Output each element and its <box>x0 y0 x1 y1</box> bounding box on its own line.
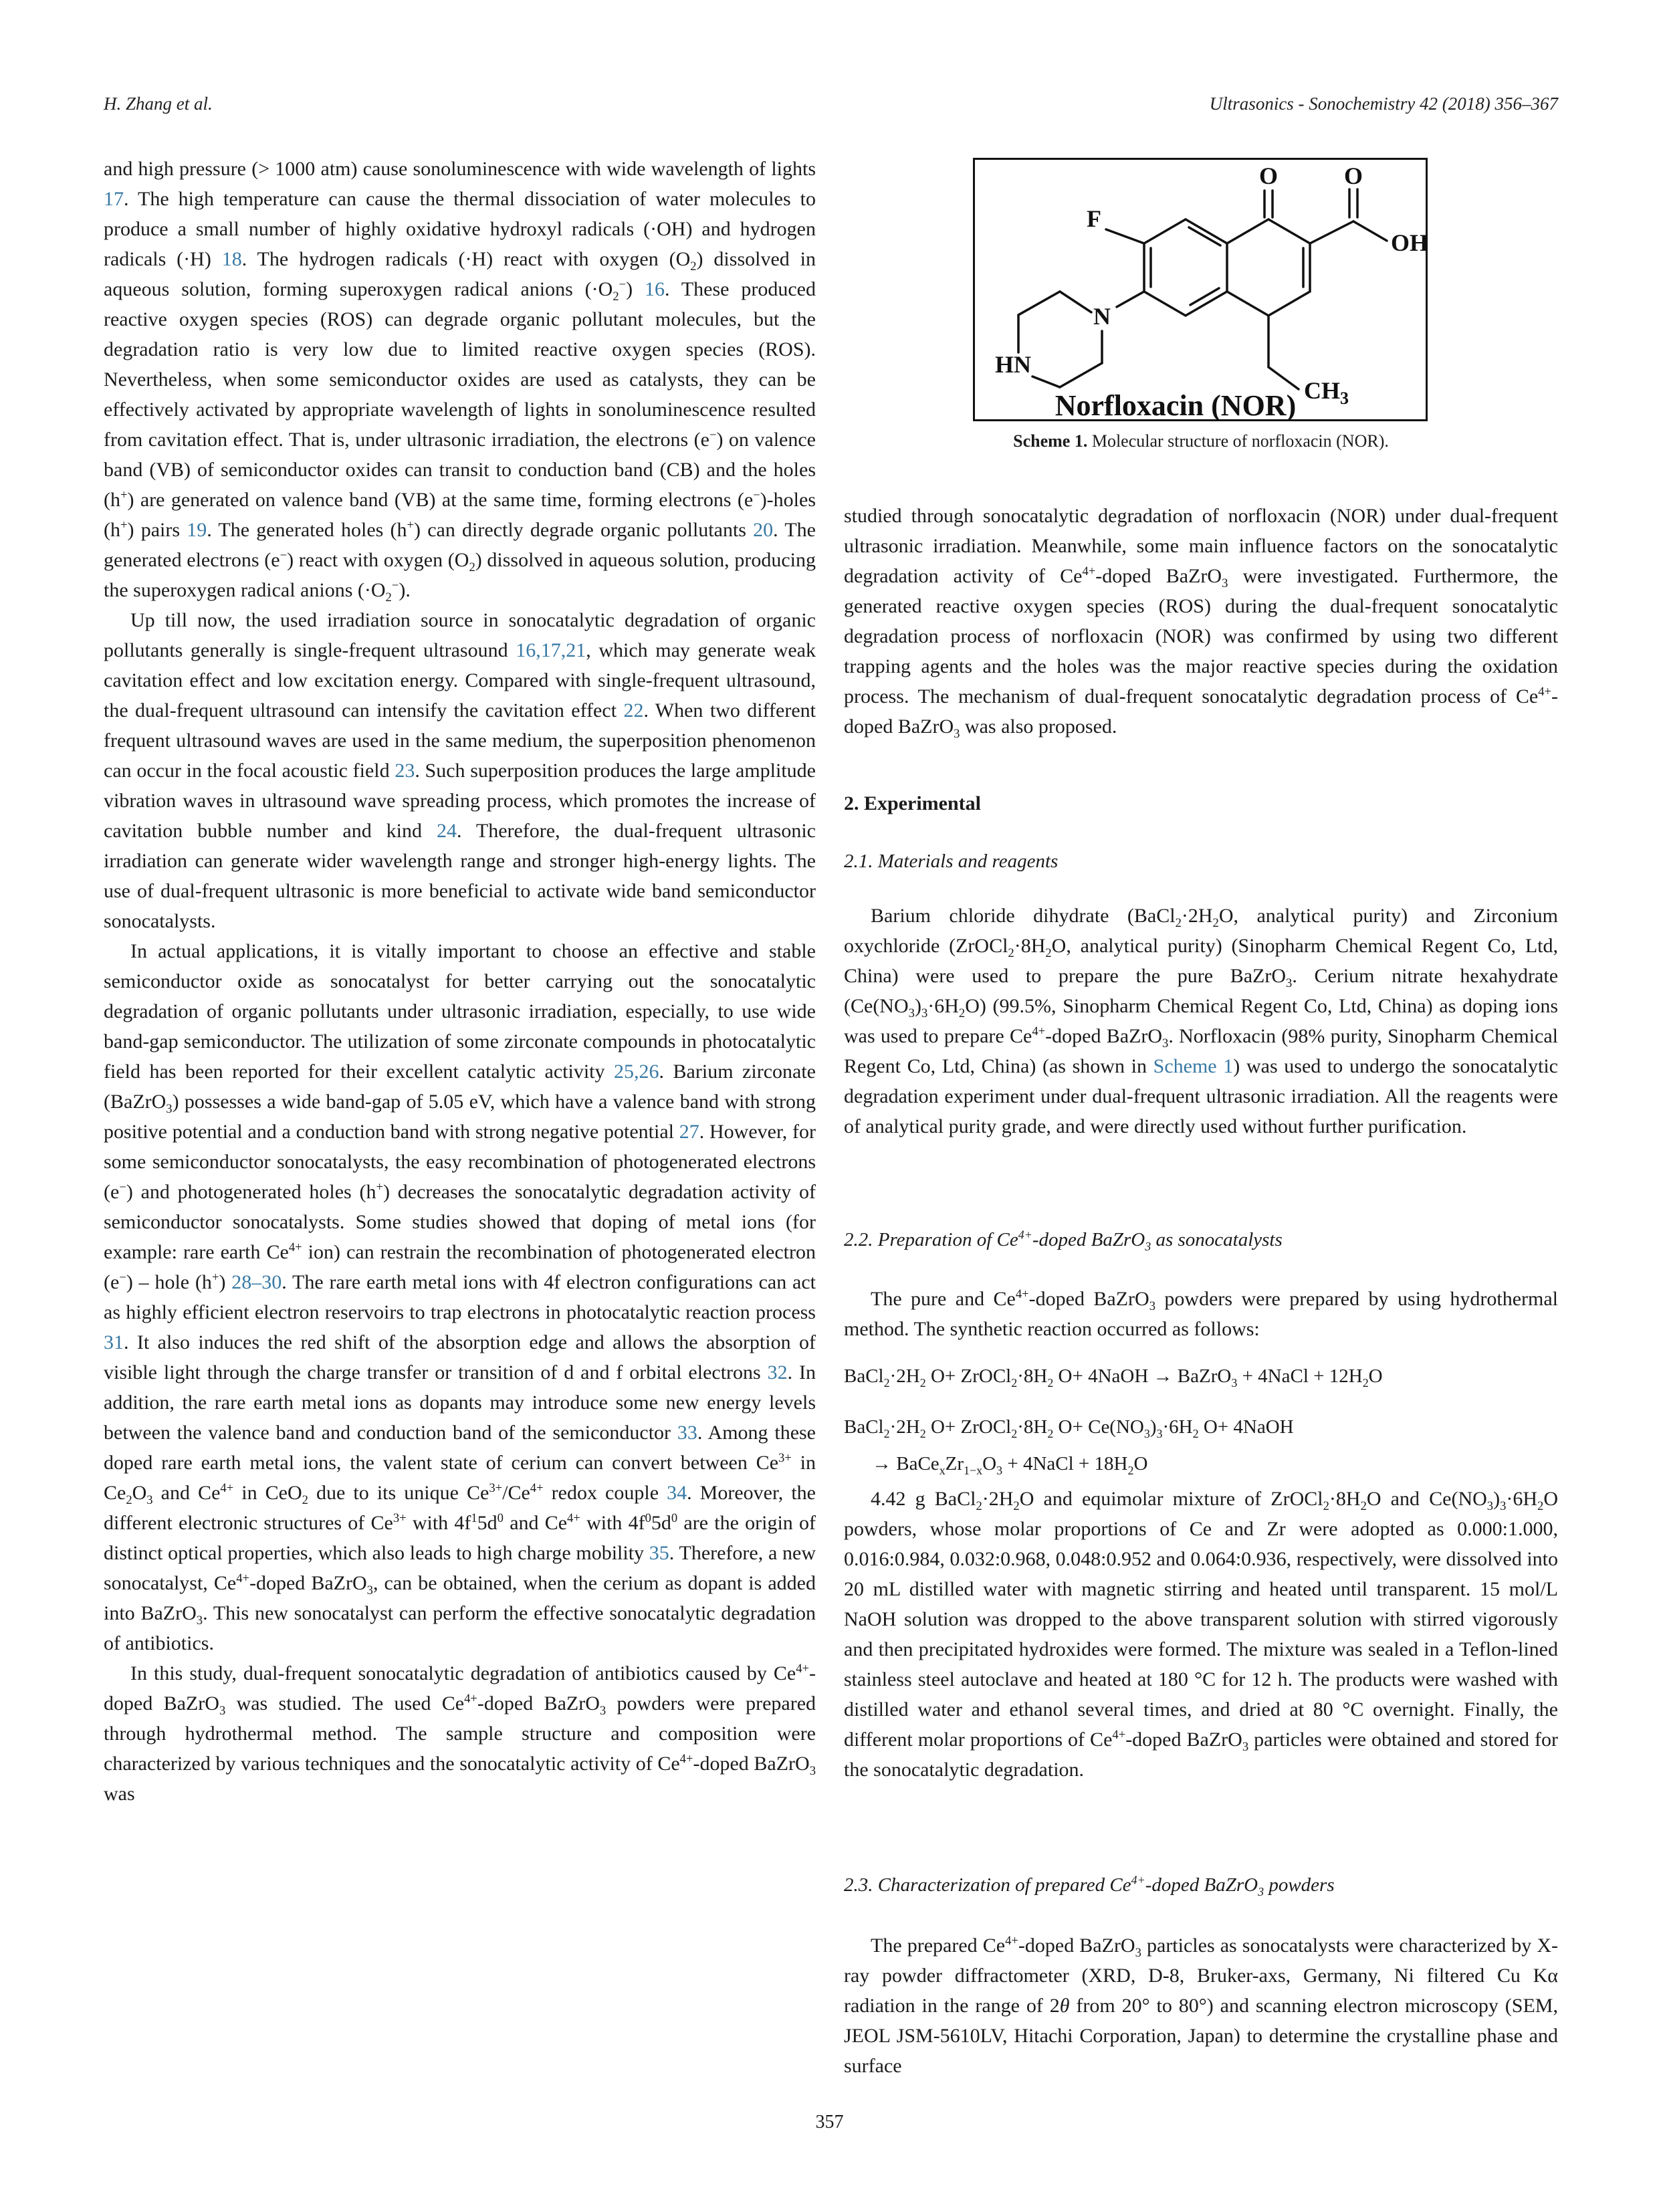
citation-link[interactable]: 18 <box>221 248 242 270</box>
right-column <box>844 0 1558 2212</box>
equation-2-line1: $BaCl_2\cdot 2H_2$ $O+ ZrOCl_2\cdot 8H_2$ $O+ Ce(NO_3)_3\cdot 6H_2$ O+ 4NaOH <box>844 1416 1294 1440</box>
equation-2-line2: → $BaCe_xZr_{1-x}O_3$ + 4NaCl + $18H_2O$ <box>872 1453 1148 1477</box>
amine-label: HN <box>995 351 1031 378</box>
scheme-caption-text: Molecular structure of norfloxacin (NOR). <box>1087 431 1389 451</box>
left-column <box>104 0 816 2212</box>
section-heading-experimental: 2. Experimental <box>844 792 981 814</box>
paragraph-characterization: The prepared $Ce^{4+}$-doped BaZrO$_3$ particles as sonocatalysts were characterized by X-ray powder diffractometer (XRD, D-8, Bruker-axs, Germany, Ni filtered Cu Kα radiation in the range of 2θ from 20° to 80°) and scanning electron microscopy (SEM, JEOL JSM-5610LV, Hitachi Corporation, Japan) to determine the crystalline phase and surface <box>844 1934 1558 2077</box>
header-authors: H. Zhang et al. <box>104 94 213 114</box>
page-number: 357 <box>815 2112 844 2132</box>
left-column-text <box>104 154 816 1809</box>
citation-link[interactable]: 25,26 <box>614 1061 659 1083</box>
benzene-ring <box>1144 219 1227 316</box>
paragraph-synthesis: 4.42 g $BaCl_2\cdot 2H_2O$ and equimolar mixture of $ZrOCl_2\cdot 8H_2O$ and $Ce(NO_3)_3\cdot 6H_2O$ powders, whose molar proportions of Ce and Zr were adopted as 0.000:1.000, 0.016:0.984, 0.032:0.968, 0.048:0.952 and 0.064:0.936, respectively, were dissolved into 20 mL distilled water with magnetic stirring and heated until transparent. 15 mol/L NaOH solution was dropped to the above transparent solution with stirred vigorously and then precipitated hydroxides were formed. The mixture was sealed in a Teflon-lined stainless steel autoclave and heated at 180 °C for 12 h. The products were washed with distilled water and ethanol several times, and dried at 80 °C overnight. Finally, the different molar proportions of $Ce^{4+}$-doped BaZrO$_3$ particles were obtained and stored for the sonocatalytic degradation. <box>844 1488 1558 1781</box>
equation-1: $BaCl_2\cdot 2H_2$ $O+ ZrOCl_2\cdot 8H_2$ O+ 4NaOH → BaZrO$_3$ + 4NaCl + $12H_2O$ <box>844 1365 1383 1390</box>
pyridinone-ring <box>1227 219 1310 316</box>
norfloxacin-structure-drawing <box>975 160 1426 419</box>
citation-link[interactable]: 32 <box>767 1361 788 1384</box>
citation-link[interactable]: Scheme 1 <box>1153 1055 1234 1077</box>
fluorine-label: F <box>1087 205 1101 232</box>
carboxyl-oxygen-label: O <box>1343 162 1363 189</box>
paragraph <box>844 1930 1558 2081</box>
citation-link[interactable]: 17 <box>104 188 124 210</box>
scheme-caption-label: Scheme 1. <box>1013 431 1088 451</box>
paragraph <box>844 1284 1558 1344</box>
subsection-heading-materials: 2.1. Materials and reagents <box>844 851 1059 872</box>
hydroxyl-label: OH <box>1391 229 1426 256</box>
citation-link[interactable]: 33 <box>677 1422 697 1444</box>
citation-link[interactable]: 28–30 <box>231 1271 282 1293</box>
citation-link[interactable]: 16,17,21 <box>516 639 586 661</box>
paragraph: Up till now, the used irradiation source in sonocatalytic degradation of organic pollutants generally is single-frequent ultrasound 16,17,21, which may generate weak cavitation effect and low excitation energy. Compared with single-frequent ultrasound, the dual-frequent ultrasound can intensify the cavitation effect 22. When two different frequent ultrasound waves are used in the same medium, the superposition phenomenon can occur in the focal acoustic field 23. Such superposition produces the large amplitude vibration waves in ultrasound wave spreading process, which promotes the increase of cavitation bubble number and kind 24. Therefore, the dual-frequent ultrasonic irradiation can generate wider wavelength range and stronger high-energy lights. The use of dual-frequent ultrasonic is more beneficial to activate wide band semiconductor sonocatalysts. <box>104 609 816 932</box>
citation-link[interactable]: 16 <box>645 278 665 300</box>
scheme-1-figure <box>973 158 1428 421</box>
paragraph: In actual applications, it is vitally important to choose an effective and stable semiconductor oxide as sonocatalyst for better carrying out the sonocatalytic degradation of organic pollutants under ultrasonic irradiation, especially, to use wide band-gap semiconductor. The utilization of some zirconate compounds in photocatalytic field has been reported for their excellent catalytic activity 25,26. Barium zirconate (BaZrO$_3$) possesses a wide band-gap of 5.05 eV, which have a valence band with strong positive potential and a conduction band with strong negative potential 27. However, for some semiconductor sonocatalysts, the easy recombination of photogenerated electrons (e−) and photogenerated holes (h+) decreases the sonocatalytic degradation activity of semiconductor sonocatalysts. Some studies showed that doping of metal ions (for example: rare earth $Ce^{4+}$ ion) can restrain the recombination of photogenerated electron (e−) – hole (h+) 28–30. The rare earth metal ions with 4f electron configurations can act as highly efficient electron reservoirs to trap electrons in photocatalytic reaction process 31. It also induces the red shift of the absorption edge and allows the absorption of visible light through the charge transfer or transition of d and f orbital electrons 32. In addition, the rare earth metal ions as dopants may introduce some new energy levels between the valence band and conduction band of the semiconductor 33. Among these doped rare earth metal ions, the valent state of cerium can convert between $Ce^{3+}$ in $Ce_2O_3$ and $Ce^{4+}$ in CeO$_2$ due to its unique $Ce^{3+}/Ce^{4+}$ redox couple 34. Moreover, the different electronic structures of $Ce^{3+}$ with $4f^15d^0$ and $Ce^{4+}$ with $4f^05d^0$ are the origin of distinct optical properties, which also leads to high charge mobility 35. Therefore, a new sonocatalyst, $Ce^{4+}$-doped BaZrO$_3$, can be obtained, when the cerium as dopant is added into BaZrO$_3$. This new sonocatalyst can perform the effective sonocatalytic degradation of antibiotics. <box>104 940 816 1654</box>
methyl-label: $CH_3$ <box>1304 377 1349 408</box>
citation-link[interactable]: 35 <box>649 1542 669 1564</box>
paragraph: In this study, dual-frequent sonocatalytic degradation of antibiotics caused by $Ce^{4+}$-doped BaZrO$_3$ was studied. The used $Ce^{4+}$-doped BaZrO$_3$ powders were prepared through hydrothermal method. The sample structure and composition were characterized by various techniques and the sonocatalytic activity of $Ce^{4+}$-doped BaZrO$_3$ was <box>104 1662 816 1805</box>
paragraph: studied through sonocatalytic degradation of norfloxacin (NOR) under dual-frequent ultrasonic irradiation. Meanwhile, some main influence factors on the sonocatalytic degradation activity of $Ce^{4+}$-doped BaZrO$_3$ were investigated. Furthermore, the generated reactive oxygen species (ROS) during the dual-frequent sonocatalytic degradation process of norfloxacin (NOR) was confirmed by using two different trapping agents and the holes was the major reactive species during the oxidation process. The mechanism of dual-frequent sonocatalytic degradation process of $Ce^{4+}$-doped BaZrO$_3$ was also proposed. <box>844 505 1558 741</box>
citation-link[interactable]: 24 <box>436 820 457 842</box>
citation-link[interactable]: 20 <box>753 519 774 541</box>
citation-link[interactable]: 34 <box>667 1482 687 1504</box>
paragraph: and high pressure (> 1000 atm) cause sonoluminescence with wide wavelength of lights 17. The high temperature can cause the thermal dissociation of water molecules to produce a small number of highly oxidative hydroxyl radicals (·OH) and hydrogen radicals (·H) 18. The hydrogen radicals (·H) react with oxygen $(O_2)$ dissolved in aqueous solution, forming superoxygen radical anions $(\cdot O_2^-)$ 16. These produced reactive oxygen species (ROS) can degrade organic pollutant molecules, but the degradation ratio is very low due to limited reactive oxygen species (ROS). Nevertheless, when some semiconductor oxides are used as catalysts, they can be effectively activated by appropriate wavelength of lights in sonoluminescence resulted from cavitation effect. That is, under ultrasonic irradiation, the electrons (e−) on valence band (VB) of semiconductor oxides can transit to conduction band (CB) and the holes (h+) are generated on valence band (VB) at the same time, forming electrons (e−)-holes (h+) pairs 19. The generated holes (h+) can directly degrade organic pollutants 20. The generated electrons (e−) react with oxygen $(O_2)$ dissolved in aqueous solution, producing the superoxygen radical anions $(\cdot O_2^-)$. <box>104 158 816 604</box>
paragraph <box>844 901 1558 1141</box>
citation-link[interactable]: 27 <box>679 1121 699 1143</box>
paragraph-materials: Barium chloride dihydrate ($BaCl_2\cdot 2H_2O$, analytical purity) and Zirconium oxychloride ($ZrOCl_2\cdot 8H_2O$, analytical purity) (Sinopharm Chemical Regent Co, Ltd, China) were used to prepare the pure BaZrO$_3$. Cerium nitrate hexahydrate $(Ce(NO_3)_3\cdot 6H_2O)$ (99.5%, Sinopharm Chemical Regent Co, Ltd, China) as doping ions was used to prepare $Ce^{4+}$-doped BaZrO$_3$. Norfloxacin (98% purity, Sinopharm Chemical Regent Co, Ltd, China) (as shown in Scheme 1) was used to undergo the sonocatalytic degradation experiment under dual-frequent ultrasonic irradiation. All the reagents were of analytical purity grade, and were directly used without further purification. <box>844 905 1559 1137</box>
citation-link[interactable]: 23 <box>395 760 415 782</box>
molecule-name-label: Norfloxacin (NOR) <box>1055 389 1297 419</box>
scheme-caption <box>844 431 1558 451</box>
paragraph <box>844 1484 1558 1785</box>
subsection-heading-characterization: 2.3. Characterization of prepared $Ce^{4+}$-doped BaZrO$_3$ powders <box>844 1873 1335 1898</box>
paragraph-preparation: The pure and $Ce^{4+}$-doped BaZrO$_3$ powders were prepared by using hydrothermal method. The synthetic reaction occurred as follows: <box>844 1287 1559 1340</box>
citation-link[interactable]: 19 <box>187 519 207 541</box>
citation-link[interactable]: 22 <box>623 699 644 722</box>
subsection-heading-preparation: 2.2. Preparation of $Ce^{4+}$-doped BaZrO$_3$ as sonocatalysts <box>844 1228 1283 1253</box>
nitrogen-label: N <box>1093 303 1111 330</box>
citation-link[interactable]: 31 <box>104 1331 124 1353</box>
header-journal: Ultrasonics - Sonochemistry 42 (2018) 356–367 <box>1209 94 1558 114</box>
ketone-oxygen-label: O <box>1258 162 1279 189</box>
